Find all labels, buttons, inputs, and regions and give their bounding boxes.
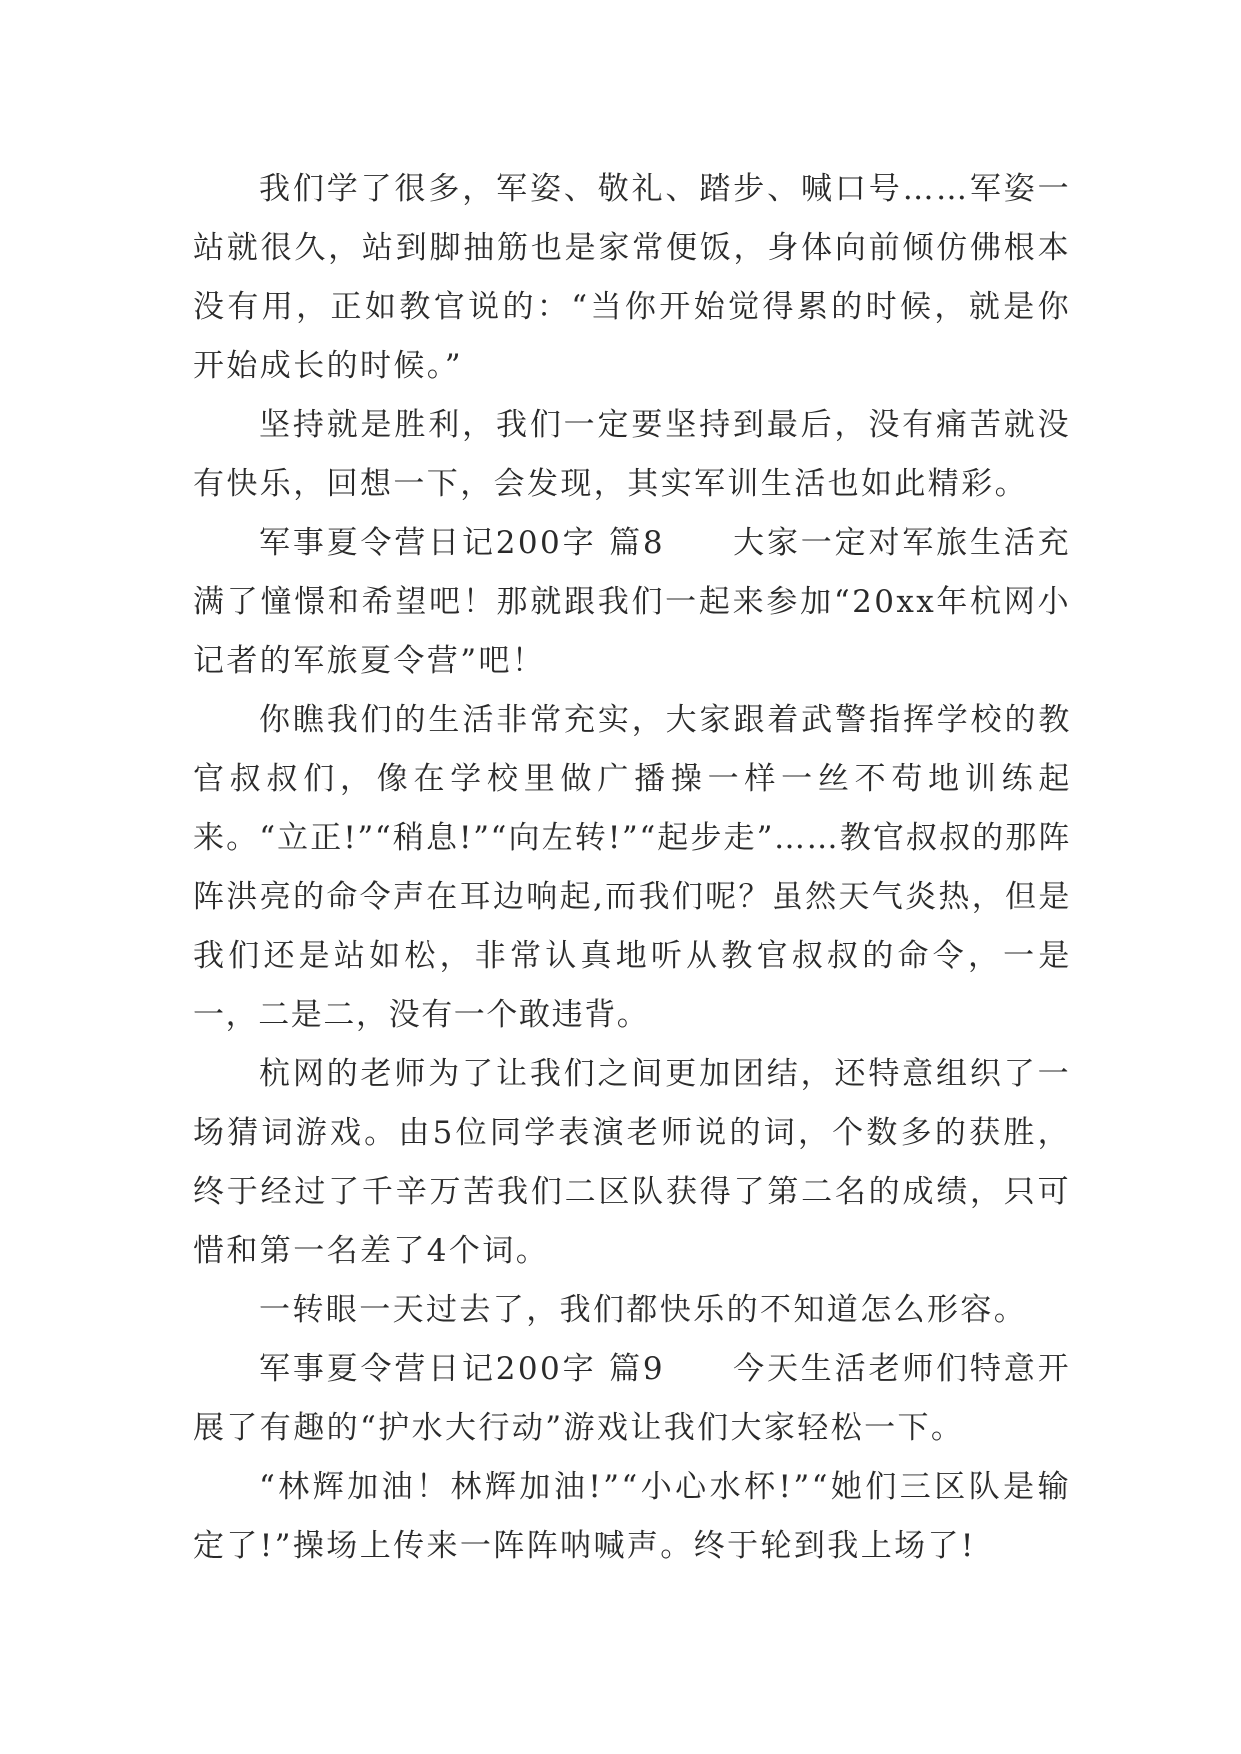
document-body: [193, 160, 1071, 1576]
paragraph-3: 军事夏令营日记200字 篇8 大家一定对军旅生活充满了憧憬和希望吧！那就跟我们一起来参加“20xx年杭网小记者的军旅夏令营”吧！: [193, 525, 1071, 679]
paragraph-6: 一转眼一天过去了，我们都快乐的不知道怎么形容。: [259, 1292, 1028, 1328]
paragraph-7: 军事夏令营日记200字 篇9 今天生活老师们特意开展了有趣的“护水大行动”游戏让我们大家轻松一下。: [193, 1351, 1071, 1446]
paragraph-4: 你瞧我们的生活非常充实，大家跟着武警指挥学校的教官叔叔们，像在学校里做广播操一样一丝不苟地训练起来。“立正!”“稍息!”“向左转!”“起步走”……教官叔叔的那阵阵洪亮的命令声在耳边响起,而我们呢？虽然天气炎热，但是我们还是站如松，非常认真地听从教官叔叔的命令，一是一，二是二，没有一个敢违背。: [193, 702, 1071, 1033]
paragraph-1: 我们学了很多，军姿、敬礼、踏步、喊口号……军姿一站就很久，站到脚抽筋也是家常便饭，身体向前倾仿佛根本没有用，正如教官说的：“当你开始觉得累的时候，就是你开始成长的时候。”: [193, 171, 1071, 384]
paragraph-8: “林辉加油！林辉加油!”“小心水杯!”“她们三区队是输定了!”操场上传来一阵阵呐喊声。终于轮到我上场了!: [193, 1469, 1071, 1564]
paragraph-2: 坚持就是胜利，我们一定要坚持到最后，没有痛苦就没有快乐，回想一下，会发现，其实军训生活也如此精彩。: [193, 407, 1071, 502]
paragraph-5: 杭网的老师为了让我们之间更加团结，还特意组织了一场猜词游戏。由5位同学表演老师说的词，个数多的获胜，终于经过了千辛万苦我们二区队获得了第二名的成绩，只可惜和第一名差了4个词。: [193, 1056, 1071, 1269]
